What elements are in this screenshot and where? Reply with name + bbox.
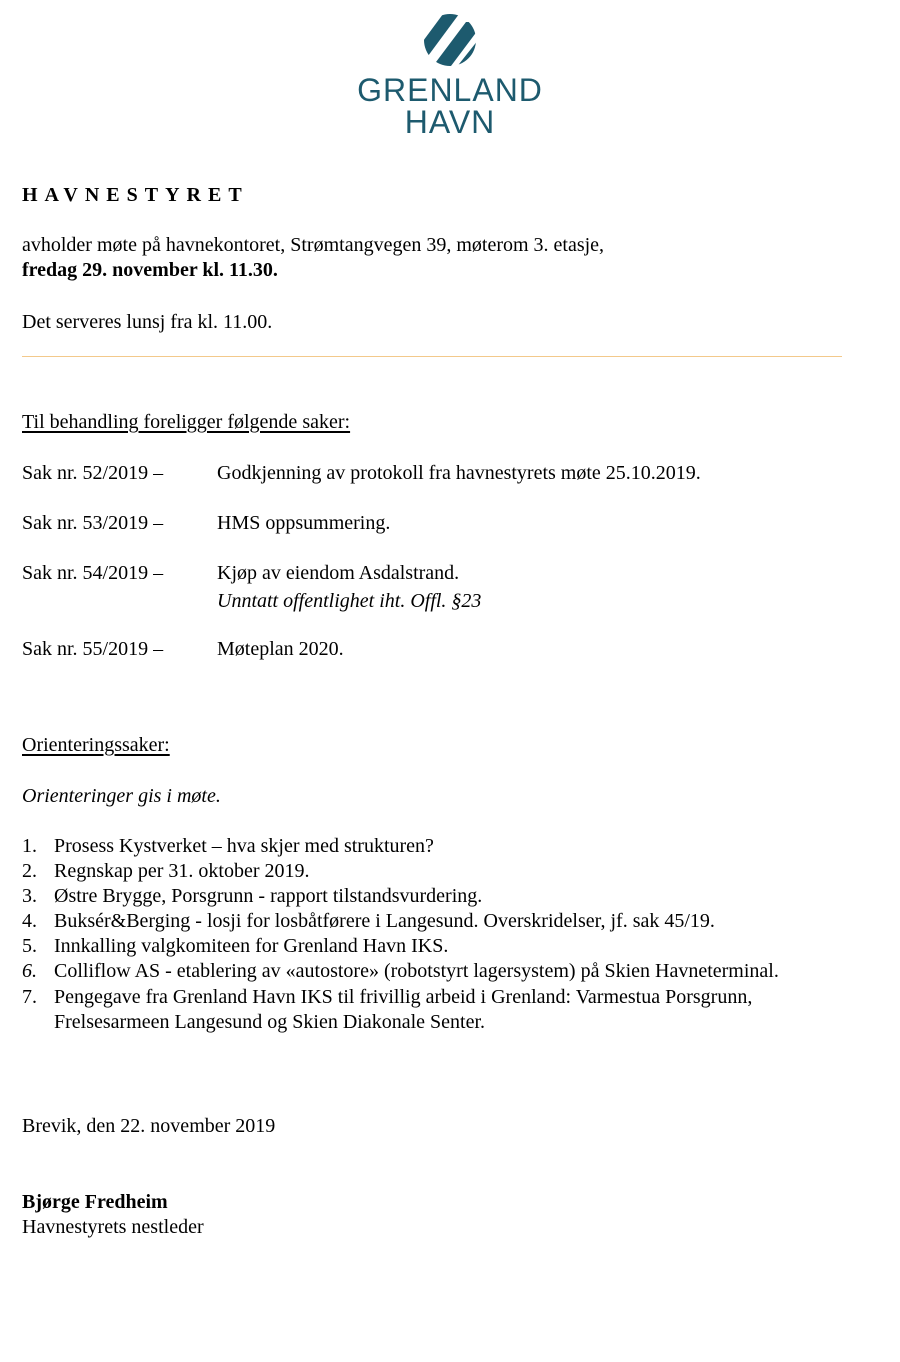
company-logo — [350, 8, 550, 140]
signatory-role: Havnestyrets nestleder — [22, 1216, 204, 1238]
document-heading: HAVNESTYRET — [22, 184, 249, 206]
meeting-location: avholder møte på havnekontoret, Strømtangvegen 39, møterom 3. etasje, — [22, 234, 605, 256]
list-text: Prosess Kystverket – hva skjer med strukturen? — [54, 835, 434, 857]
list-number: 3. — [22, 885, 37, 907]
list-text: Regnskap per 31. oktober 2019. — [54, 860, 310, 882]
logo-text-grenland: GRENLAND — [357, 72, 543, 108]
case-note: Unntatt offentlighet iht. Offl. §23 — [217, 590, 482, 612]
meeting-date: fredag 29. november kl. 11.30. — [22, 259, 278, 281]
case-title: HMS oppsummering. — [217, 512, 391, 534]
list-number: 7. — [22, 986, 37, 1008]
divider-rule — [22, 356, 842, 357]
lunch-note: Det serveres lunsj fra kl. 11.00. — [22, 311, 273, 333]
grenland-havn-emblem-icon — [350, 8, 550, 72]
case-number: Sak nr. 53/2019 – — [22, 512, 164, 534]
logo-text-havn: HAVN — [404, 104, 496, 140]
case-title: Møteplan 2020. — [217, 638, 344, 660]
case-title: Godkjenning av protokoll fra havnestyrets møte 25.10.2019. — [217, 462, 701, 484]
place-date: Brevik, den 22. november 2019 — [22, 1115, 276, 1137]
list-text-continued: Frelsesarmeen Langesund og Skien Diakonale Senter. — [54, 1011, 485, 1033]
orientations-subtitle: Orienteringer gis i møte. — [22, 785, 221, 807]
signatory-name: Bjørge Fredheim — [22, 1191, 168, 1213]
list-text: Colliflow AS - etablering av «autostore» (robotstyrt lagersystem) på Skien Havneterminal. — [54, 960, 779, 982]
list-number: 5. — [22, 935, 37, 957]
case-number: Sak nr. 55/2019 – — [22, 638, 164, 660]
case-number: Sak nr. 52/2019 – — [22, 462, 164, 484]
case-title: Kjøp av eiendom Asdalstrand. — [217, 562, 460, 584]
orientations-heading: Orienteringssaker: — [22, 734, 170, 756]
list-text: Buksér&Berging - losji for losbåtførere i Langesund. Overskridelser, jf. sak 45/19. — [54, 910, 715, 932]
list-text: Østre Brygge, Porsgrunn - rapport tilstandsvurdering. — [54, 885, 483, 907]
list-text: Innkalling valgkomiteen for Grenland Havn IKS. — [54, 935, 449, 957]
case-number: Sak nr. 54/2019 – — [22, 562, 164, 584]
list-number: 6. — [22, 960, 37, 982]
list-number: 4. — [22, 910, 37, 932]
list-text: Pengegave fra Grenland Havn IKS til frivillig arbeid i Grenland: Varmestua Porsgrunn, — [54, 986, 753, 1008]
list-number: 1. — [22, 835, 37, 857]
list-number: 2. — [22, 860, 37, 882]
cases-heading: Til behandling foreligger følgende saker: — [22, 411, 351, 433]
